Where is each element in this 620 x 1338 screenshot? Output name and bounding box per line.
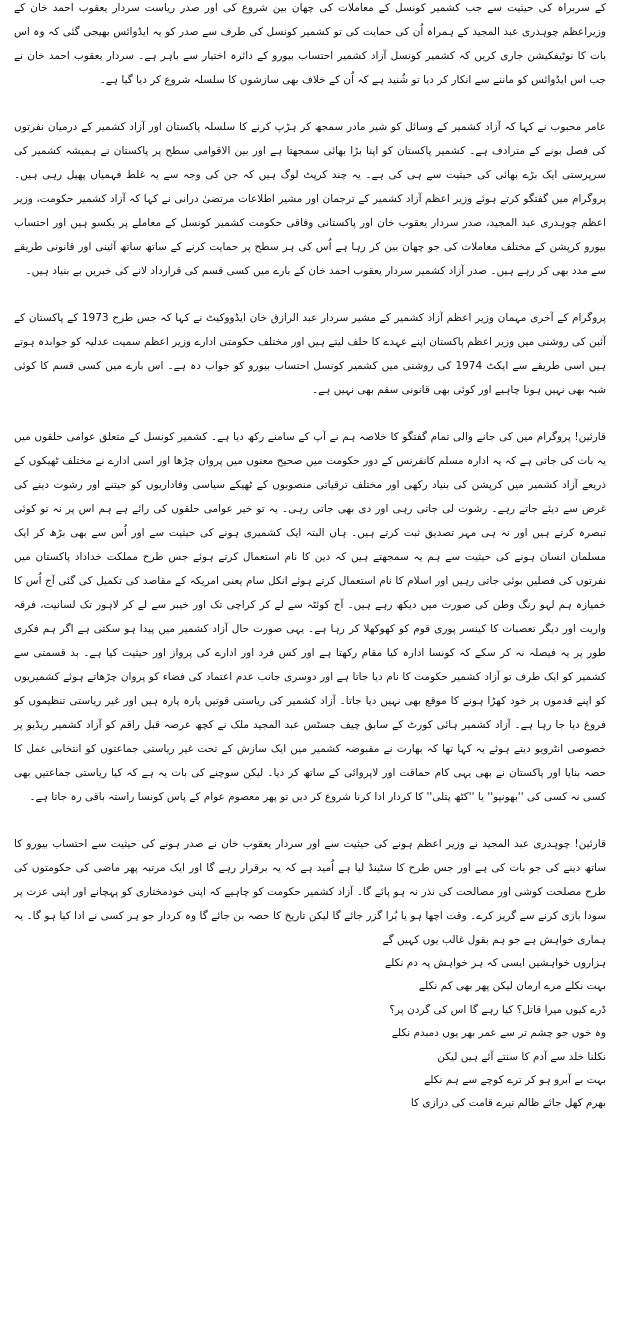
verse-line: ہزاروں خواہشیں ایسی کہ ہر خواہش پہ دم نکلے	[385, 957, 606, 969]
paragraph-readers-conclusion: قارئین! چوہدری عبد المجید نے وزیر اعظم ہونے کی حیثیت سے اور سردار یعقوب خان نے صدر ہونے کی حیثیت سے احتساب بیورو کا ساتھ دینے کی جو بات کی ہے اور جس طرح کا سٹینڈ لیا ہے اُمید ہے کہ یہ برقرار رہے گا اور ایک مرتبہ پھر ماضی کی حکومتوں کی طرح مصلحت کوشی اور مصالحت کی نذر نہ ہو پائے گا۔ آزاد کشمیر حکومت کو چاہیے کہ اپنی خودمختاری کو پہچانے اور اپنی عزت پر سودا بازی کرنے سے گریز کرے۔ وقت اچھا ہو یا بُرا گزر جائے گا لیکن تاریخ کا حصہ بن جائے گا وہ کردار جو ہر کسی نے ادا کیا ہو گا۔ یہ ہماری خواہش ہے جو ہم بقول غالب یوں کہیں گے	[14, 838, 606, 946]
paragraph-advisor-remarks: پروگرام کے آخری مہمان وزیر اعظم آزاد کشمیر کے مشیر سردار عبد الرازق خان ایڈووکیٹ نے کہا کہ جس طرح 1973 کے پاکستان کے آئین کی روشنی میں وزیر اعظم پاکستان اپنے عہدے کا حلف لیتے ہیں اور مختلف حکومتی ادارے وزیر اعظم سمیت عدلیہ کو جوابدہ ہوتے ہیں اسی طریقے سے ایکٹ 1974 کی روشنی میں کشمیر کونسل احتساب بیورو کو جواب دہ ہے۔ اس بارے میں کسی قسم کا کوئی شبہ بھی نہیں ہونا چاہیے اور کوئی بھی قانونی سقم بھی نہیں ہے۔	[14, 312, 607, 396]
verse-line: نکلنا خلد سے آدم کا سنتے آئے ہیں لیکن	[437, 1050, 606, 1063]
verse-line: بہت نکلے مرے ارمان لیکن پھر بھی کم نکلے	[418, 980, 606, 993]
verse-line: ڈرے کیوں میرا قاتل؟ کیا رہے گا اس کی گردن پر؟	[389, 1003, 606, 1016]
ghalib-verses	[14, 952, 606, 1116]
verse-line: بہت بے آبرو ہو کر ترے کوچے سے ہم نکلے	[424, 1074, 606, 1087]
paragraph-readers-summary: قارئین! پروگرام میں کی جانے والی تمام گفتگو کا خلاصہ ہم نے آپ کے سامنے رکھ دیا ہے۔ کشمیر کونسل کے متعلق عوامی حلقوں میں یہ بات کی جاتی ہے کہ یہ ادارہ مسلم کانفرنس کے دور حکومت میں صحیح معنوں میں پروان چڑھا اور اسی ادارے نے مختلف ٹھیکوں کے ذریعے آزاد کشمیر میں کرپشن کی بنیاد رکھی اور مختلف ترقیاتی منصوبوں کے ٹھیکے سیاسی وفاداریوں کو جیتنے اور رشوت دینے کی غرض سے دیئے جاتے رہے۔ رشوت لی جاتی رہی اور دی بھی جاتی رہی۔ یہ تو خیر عوامی حلقوں کی رائے ہے ہم اس پر نہ تو کوئی تبصرہ کرتے ہیں اور نہ ہی مہر تصدیق ثبت کرتے ہیں۔ ہاں البتہ ایک کشمیری ہونے کی حیثیت سے اور اُس سے بھی بڑھ کر ایک مسلمان انسان ہونے کی حیثیت سے ہم یہ سمجھتے ہیں کہ دین کا نام استعمال کرتے ہوئے جس طرح مملکت خداداد پاکستان میں نفرتوں کی فصلیں بوئی جاتی رہیں اور اسلام کا نام استعمال کرتے ہوئے انکل سام یعنی امریکہ کے مقاصد کی تکمیل کی گئی آج اُس کا خمیازہ ہم لہو رنگ وطن کی صورت میں دیکھ رہے ہیں۔ آج کوئٹہ سے لے کر کراچی تک اور خیبر سے لے کر لاہور تک لسانیت، فرقہ واریت اور دیگر تعصبات کا کینسر پوری قوم کو کھوکھلا کر رہا ہے۔ یہی صورت حال آزاد کشمیر میں پیدا ہو سکتی ہے اگر ہم فکری طور پر یہ فیصلہ نہ کر سکے کہ کونسا ادارہ کیا مقام رکھتا ہے اور کس فرد اور ادارے کی پرواز اور حیثیت کیا ہے۔ بد قسمتی سے کشمیر کو ایک طرف تو آزاد کشمیر حکومت کا نام دیا جاتا ہے اور دوسری جانب عدم اعتماد کی فضاء کو پروان چڑھاتے ہوئے کشمیریوں کو اپنے قدموں پر خود کھڑا ہونے کا موقع بھی نہیں دیا جاتا۔ آزاد کشمیر کی ریاستی قوتیں پارہ پارہ ہیں اور غیر ریاستی تنظیموں کو فروغ دیا جا رہا ہے۔ آزاد کشمیر ہائی کورٹ کے سابق چیف جسٹس عبد المجید ملک نے کچھ عرصہ قبل راقم کو آزاد کشمیر ریڈیو پر خصوصی انٹرویو دیتے ہوئے یہ کہا تھا کہ بھارت نے مقبوضہ کشمیر میں ایک سازش کے تحت غیر ریاستی جماعتوں کو انتخابی عمل کا حصہ بنایا اور پاکستان نے بھی یہی کام حماقت اور لاپروائی کے ساتھ کر دیا۔ لیکن سوچنے کی بات یہ ہے کہ کیا ریاستی جماعتیں بھی کسی نہ کسی کی ''بھونپو'' یا ''کٹھ پتلی'' کا کردار ادا کرنا شروع کر دیں تو پھر معصوم عوام کے پاس کونسا راستہ باقی رہ جاتا ہے۔	[14, 431, 606, 803]
paragraph-amir-mehboob-remarks: عامر محبوب نے کہا کہ آزاد کشمیر کے وسائل کو شیر مادر سمجھ کر ہڑپ کرنے کا سلسلہ پاکستان اور آزاد کشمیر کے درمیان نفرتوں کی فصل بونے کے مترادف ہے۔ کشمیر پاکستان کو اپنا بڑا بھائی سمجھتا ہے اور بین الاقوامی سطح پر پاکستان نے ہمیشہ کشمیر کی سرپرستی ایک بڑے بھائی کی حیثیت سے ہی کی ہے۔ یہ چند کرپٹ لوگ ہیں کہ جن کی وجہ سے یہ غلط فہمیاں پھیل رہی ہیں۔ پروگرام میں گفتگو کرتے ہوئے وزیر اعظم آزاد کشمیر کے ترجمان اور مشیر اطلاعات مرتضیٰ درانی نے کہا کہ آزاد کشمیر حکومت، وزیر اعظم چوہدری عبد المجید، صدر سردار یعقوب خان اور پاکستانی وفاقی حکومت کشمیر کونسل کے معاملے پر یکسو ہیں اور احتساب بیورو کرپشن کے مختلف معاملات کی جو چھان بین کر رہا ہے اُس کی ہر سطح پر حمایت کرنے کے ساتھ ساتھ آئینی اور قانونی طریقے سے مدد بھی کر رہے ہیں۔ صدر آزاد کشمیر سردار یعقوب احمد خان کے بارے میں کسی قسم کی قرارداد لانے کی خبریں بے بنیاد ہیں۔	[14, 121, 606, 277]
verse-line: وہ خوں جو چشم تر سے عمر بھر یوں دمبدم نکلے	[391, 1027, 606, 1040]
verse-line: بھرم کھل جائے ظالم تیرے قامت کی درازی کا	[410, 1097, 606, 1110]
paragraph-kashmir-council-advice: کے سربراہ کی حیثیت سے جب کشمیر کونسل کے معاملات کی چھان بین شروع کی اور صدر ریاست سردار یعقوب احمد خان کے وزیراعظم چوہدری عبد المجید کے ہمراہ اُن کی حمایت کی تو کشمیر کونسل کی طرف سے صدر کو یہ ایڈوائس بھیجی گئی کہ وہ اس بات کا نوٹیفکیشن جاری کریں کہ کشمیر کونسل آزاد کشمیر احتساب بیورو کے دائرہ اختیار سے باہر ہے۔ سردار یعقوب احمد خان نے جب اس ایڈوائس کو ماننے سے انکار کر دیا تو شُنید ہے کہ اُن کے خلاف بھی سازشوں کا سلسلہ شروع کر دیا گیا ہے۔	[14, 2, 606, 86]
